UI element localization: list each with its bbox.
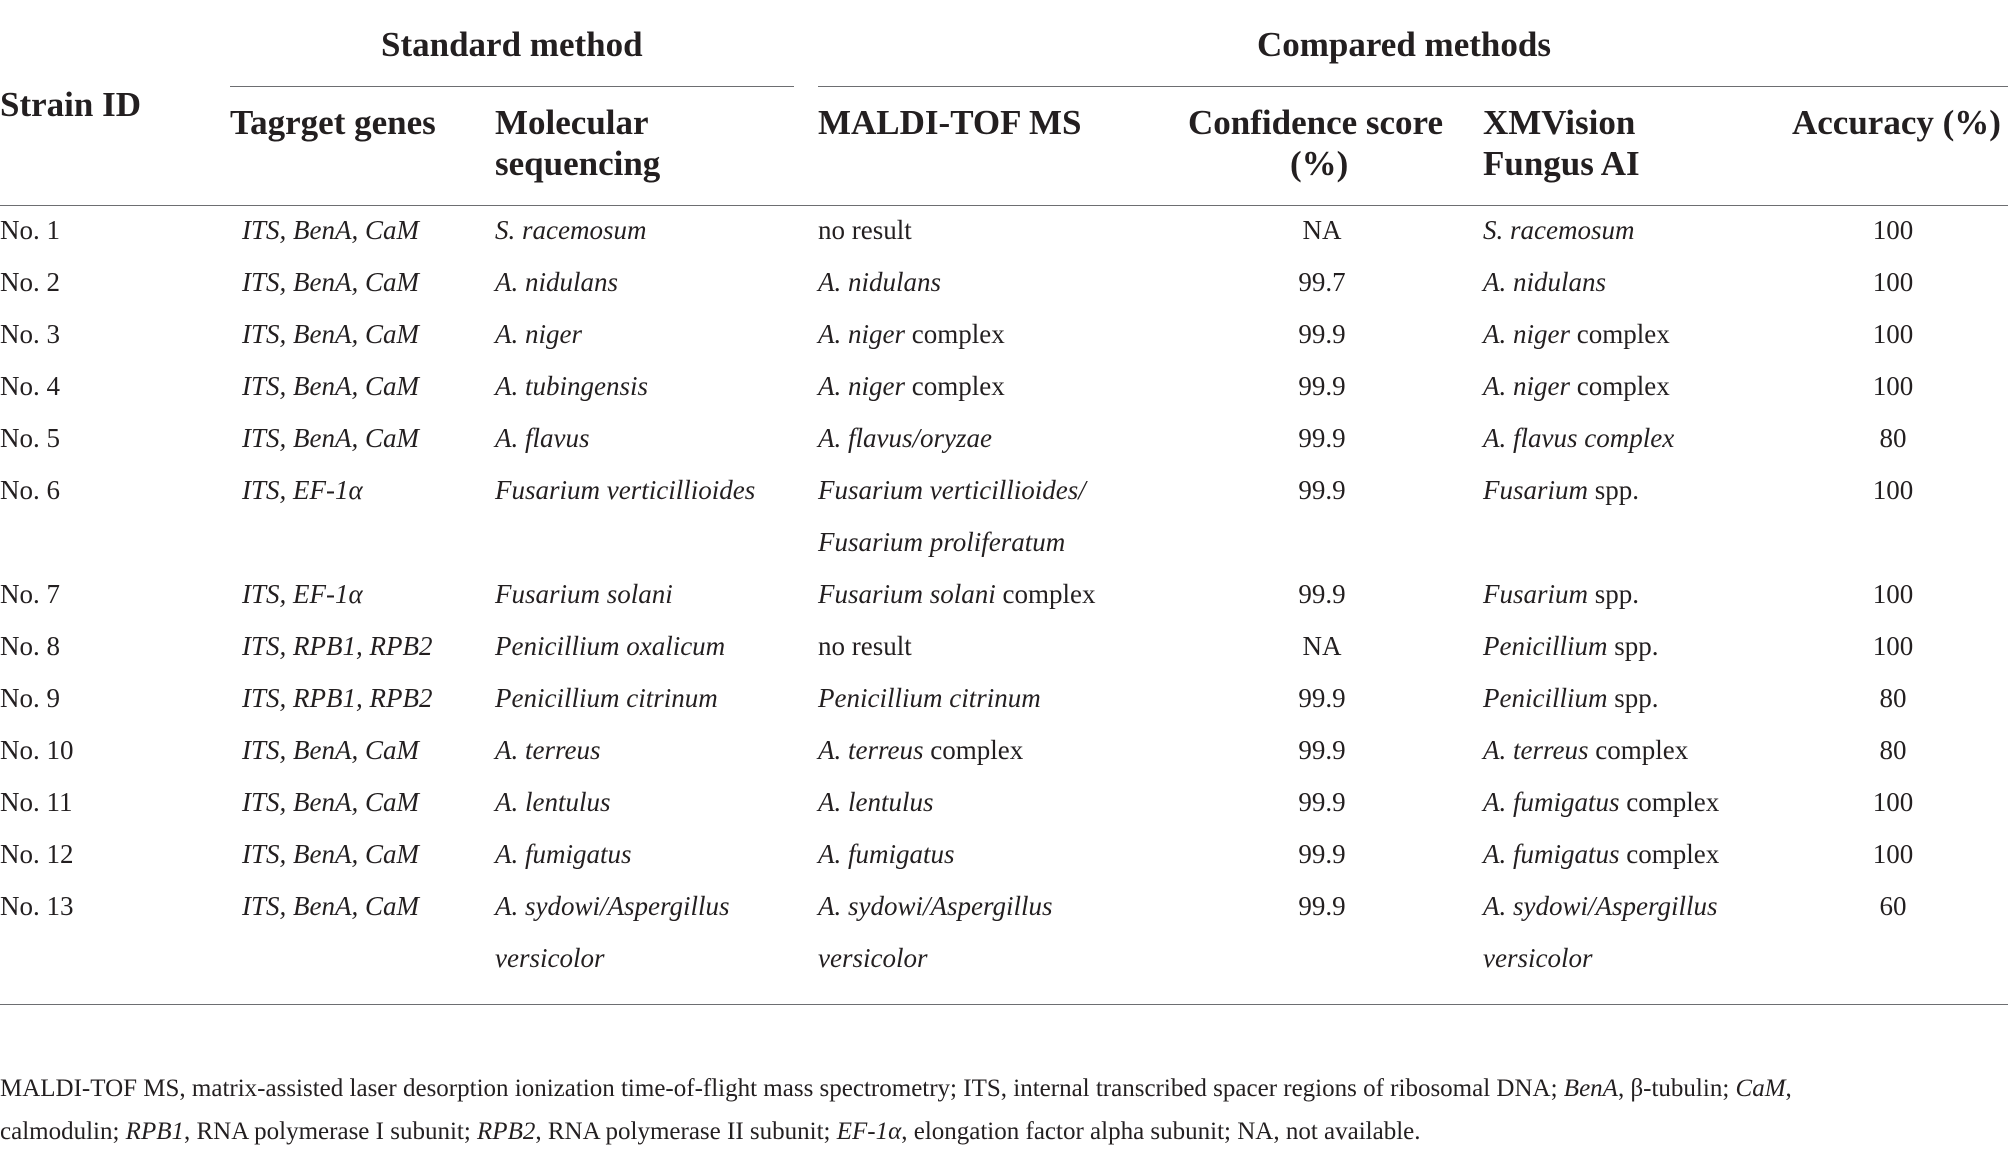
xmvision-species: A. niger (1483, 319, 1570, 349)
maldi-cell (818, 681, 1041, 715)
xmvision-cell (1483, 213, 1634, 247)
maldi-cell-cont: versicolor (818, 943, 928, 973)
col-header-xmvision-l1: XMVision (1483, 103, 1636, 142)
target-genes-cell: ITS, BenA, CaM (242, 319, 419, 349)
xmvision-cell (1483, 473, 1639, 507)
maldi-species: A. fumigatus (818, 839, 955, 869)
strain-id-cell: No. 7 (0, 579, 60, 609)
target-genes-cell: ITS, BenA, CaM (242, 215, 419, 245)
maldi-cell (818, 265, 941, 299)
maldi-text: no result (818, 631, 912, 661)
strain-id-cell: No. 4 (0, 371, 60, 401)
target-genes-cell: ITS, BenA, CaM (242, 267, 419, 297)
maldi-cell (818, 317, 1005, 351)
strain-id-cell: No. 10 (0, 735, 74, 765)
col-header-confidence-l2: (%) (1290, 144, 1349, 183)
xmvision-species: A. niger (1483, 371, 1570, 401)
target-genes-cell: ITS, BenA, CaM (242, 891, 419, 921)
xmvision-species: S. racemosum (1483, 215, 1635, 245)
molecular-sequencing-cell: A. niger (495, 319, 582, 349)
xmvision-species: A. nidulans (1483, 267, 1607, 297)
target-genes-cell: ITS, RPB1, RPB2 (242, 631, 433, 661)
xmvision-qualifier: spp. (1607, 683, 1659, 713)
molecular-sequencing-cell: A. tubingensis (495, 371, 648, 401)
xmvision-cell-cont: versicolor (1483, 943, 1593, 973)
molecular-sequencing-cell: Penicillium citrinum (495, 683, 718, 713)
maldi-species: Penicillium citrinum (818, 683, 1041, 713)
target-genes-cell: ITS, BenA, CaM (242, 735, 419, 765)
molecular-sequencing-cell: A. flavus (495, 423, 590, 453)
target-genes-cell: ITS, RPB1, RPB2 (242, 683, 433, 713)
maldi-species: A. flavus/oryzae (818, 423, 992, 453)
table-bottom-rule (0, 1004, 2008, 1005)
maldi-cell (818, 889, 1053, 923)
maldi-cell (818, 629, 912, 663)
standard-method-rule (230, 86, 794, 87)
molecular-sequencing-cell: A. lentulus (495, 787, 611, 817)
target-genes-cell: ITS, EF-1α (242, 475, 363, 505)
compared-methods-rule (818, 86, 2008, 87)
strain-id-cell: No. 12 (0, 839, 74, 869)
molecular-sequencing-cell: S. racemosum (495, 215, 647, 245)
molecular-sequencing-cell: Penicillium oxalicum (495, 631, 726, 661)
xmvision-qualifier: spp. (1588, 579, 1640, 609)
xmvision-qualifier: complex (1619, 839, 1720, 869)
xmvision-species: Fusarium (1483, 579, 1589, 609)
xmvision-qualifier: complex (1570, 371, 1670, 401)
xmvision-species: A. fumigatus (1483, 787, 1620, 817)
maldi-species: Fusarium solani (818, 579, 996, 609)
maldi-cell (818, 473, 1086, 507)
strain-id-cell: No. 13 (0, 891, 74, 921)
xmvision-qualifier: complex (1570, 319, 1670, 349)
target-genes-cell: ITS, BenA, CaM (242, 423, 419, 453)
maldi-cell (818, 213, 912, 247)
xmvision-cell (1483, 265, 1606, 299)
maldi-cell (818, 421, 992, 455)
col-header-molecular-sequencing-l2: sequencing (495, 144, 661, 183)
xmvision-qualifier: spp. (1588, 475, 1640, 505)
maldi-cell (818, 837, 955, 871)
molecular-sequencing-cell: Fusarium verticillioides (495, 475, 756, 505)
maldi-cell-cont: Fusarium proliferatum (818, 527, 1066, 557)
standard-method-heading: Standard method (381, 25, 643, 64)
xmvision-qualifier: complex (1619, 787, 1720, 817)
maldi-species: A. niger (818, 371, 905, 401)
col-header-strain-id: Strain ID (0, 85, 141, 124)
xmvision-cell (1483, 837, 1719, 871)
xmvision-species: Penicillium (1483, 683, 1608, 713)
molecular-sequencing-cell: A. sydowi/Aspergillus (495, 891, 730, 921)
molecular-sequencing-cell: A. fumigatus (495, 839, 632, 869)
strain-id-cell: No. 11 (0, 787, 73, 817)
maldi-species: A. terreus (818, 735, 924, 765)
maldi-species: Fusarium verticillioides/ (818, 475, 1086, 505)
maldi-cell (818, 577, 1096, 611)
maldi-text: no result (818, 215, 912, 245)
header-bottom-rule (0, 205, 2008, 206)
col-header-xmvision-l2: Fungus AI (1483, 144, 1640, 183)
maldi-qualifier: complex (905, 319, 1005, 349)
xmvision-cell (1483, 317, 1670, 351)
xmvision-species: Penicillium (1483, 631, 1608, 661)
xmvision-cell (1483, 369, 1670, 403)
maldi-species: A. niger (818, 319, 905, 349)
col-header-maldi: MALDI-TOF MS (818, 103, 1082, 142)
molecular-sequencing-cell-cont: versicolor (495, 943, 605, 973)
xmvision-cell (1483, 785, 1719, 819)
maldi-cell (818, 369, 1005, 403)
target-genes-cell: ITS, BenA, CaM (242, 839, 419, 869)
strain-id-cell: No. 9 (0, 683, 60, 713)
molecular-sequencing-cell: A. nidulans (495, 267, 619, 297)
table-footnote: MALDI-TOF MS, matrix-assisted laser desorption ionization time-of-flight mass spectrometry; ITS, internal transcribed spacer regions of ribosomal DNA; BenA, β-tubulin; CaM, calmodulin; RPB1, RNA polymerase I subunit; RPB2, RNA polymerase II subunit; EF-1α, elongation factor alpha subunit; NA, not available. (0, 1075, 1792, 1145)
xmvision-species: A. terreus (1483, 735, 1589, 765)
xmvision-species: A. flavus complex (1483, 423, 1675, 453)
target-genes-cell: ITS, BenA, CaM (242, 787, 419, 817)
xmvision-cell (1483, 733, 1688, 767)
xmvision-species: A. sydowi/Aspergillus (1483, 891, 1718, 921)
xmvision-species: A. fumigatus (1483, 839, 1620, 869)
target-genes-cell: ITS, BenA, CaM (242, 371, 419, 401)
target-genes-cell: ITS, EF-1α (242, 579, 363, 609)
maldi-qualifier: complex (923, 735, 1024, 765)
col-header-molecular-sequencing-l1: Molecular (495, 103, 649, 142)
compared-methods-heading: Compared methods (1257, 25, 1551, 64)
strain-id-cell: No. 6 (0, 475, 60, 505)
strain-id-cell: No. 1 (0, 215, 60, 245)
maldi-qualifier: complex (905, 371, 1005, 401)
xmvision-cell (1483, 577, 1639, 611)
xmvision-species: Fusarium (1483, 475, 1589, 505)
xmvision-qualifier: complex (1588, 735, 1689, 765)
molecular-sequencing-cell: Fusarium solani (495, 579, 673, 609)
xmvision-qualifier: spp. (1607, 631, 1659, 661)
maldi-species: A. nidulans (818, 267, 942, 297)
col-header-target-genes: Tagrget genes (230, 103, 436, 142)
col-header-accuracy: Accuracy (%) (1792, 103, 2001, 142)
xmvision-cell (1483, 889, 1718, 923)
maldi-qualifier: complex (995, 579, 1096, 609)
xmvision-cell (1483, 629, 1658, 663)
maldi-species: A. lentulus (818, 787, 934, 817)
col-header-confidence-l1: Confidence score (1188, 103, 1443, 142)
strain-id-cell: No. 3 (0, 319, 60, 349)
strain-id-cell: No. 8 (0, 631, 60, 661)
maldi-cell (818, 733, 1023, 767)
maldi-cell (818, 785, 934, 819)
maldi-species: A. sydowi/Aspergillus (818, 891, 1053, 921)
strain-id-cell: No. 2 (0, 267, 60, 297)
strain-id-cell: No. 5 (0, 423, 60, 453)
xmvision-cell (1483, 421, 1674, 455)
xmvision-cell (1483, 681, 1658, 715)
molecular-sequencing-cell: A. terreus (495, 735, 601, 765)
